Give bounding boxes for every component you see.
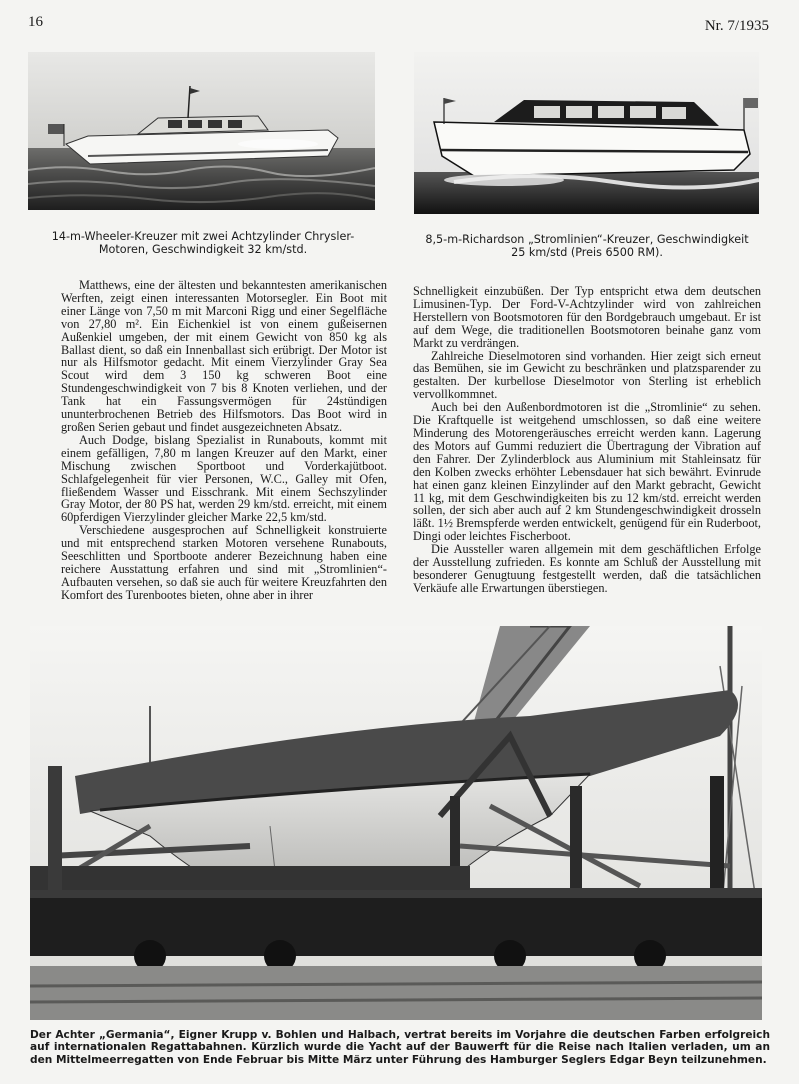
paragraph: Matthews, eine der ältesten und bekanntesten amerikanischen Werften, zeigt einen interessanten Motorsegler. Ein Boot mit einer Länge von 7,50 m mit Marconi Rigg und einer Segelfläche von 27,80 m². Ein Eichenkiel ist von einem gußeisernen Außenkiel umgeben, der mit einem Gewicht von 850 kg als Ballast dient, so daß ein Innenballast sich erübrigt. Der Motor ist nur als Hilfsmotor gedacht. Mit einem Vierzylinder Gray Sea Scout wird dem 3 150 kg schweren Boot eine Stundengeschwindigkeit von 7 bis 8 Knoten verliehen, und der Tank hat ein Fassungsvermögen für 24stündigen ununterbrochenen Betrieb des Hilfsmotors. Das Boot wird in großen Serien gebaut und findet ausgezeichneten Absatz.	[61, 278, 387, 434]
paragraph: Die Aussteller waren allgemein mit dem geschäftlichen Erfolge der Ausstellung zufrieden. Es konnte am Schluß der Ausstellung mit besonderer Genugtuung festgestellt werden, daß die tatsächlichen Verkäufe alle Erwartungen überstiegen.	[413, 542, 761, 595]
paragraph: Verschiedene ausgesprochen auf Schnelligkeit konstruierte und mit entsprechend starken Motoren versehene Runabouts, Seeschlitten und Sportboote anderer Bezeichnung haben eine reichere Ausstattung erfahren und sind mit „Stromlinien“-Aufbauten versehen, so daß sie auch für weitere Kreuzfahrten den Komfort des Turenbootes bieten, ohne aber in ihrer	[61, 523, 387, 602]
paragraph: Auch bei den Außenbordmotoren ist die „Stromlinie“ zu sehen. Die Kraftquelle ist weitgehend umschlossen, so daß eine weitere Minderung des Motorengeräusches erreicht werden kann. Lagerung des Motors auf Gummi reduziert die Übertragung der Vibration auf den Fahrer. Der Zylinderblock aus Aluminium mit Stahleinsatz für den Kolben zwecks erhöhter Lebensdauer hat sich bewährt. Evinrude hat einen ganz kleinen Einzylinder auf den Markt gebracht, Gewicht 11 kg, mit dem Geschwindigkeiten bis zu 12 km/std. erreicht werden sollen, der sich aber auch auf 2 km Stundengeschwindigkeit drosseln läßt. 1½ Bremspferde werden entwickelt, genügend für ein Ruderboot, Dingi oder leichtes Fischerboot.	[413, 400, 761, 544]
photo-yacht-germania	[30, 626, 762, 1020]
article-right-column	[413, 285, 761, 595]
photo-streamline-cruiser	[414, 52, 759, 214]
page-number: 16	[28, 14, 43, 30]
article-left-column	[61, 279, 387, 602]
streamline-cruiser-photo-icon	[414, 52, 759, 214]
paragraph: Auch Dodge, bislang Spezialist in Runabouts, kommt mit einem gefälligen, 7,80 m langen Kreuzer auf den Markt, einer Mischung zwischen Sportboot und Vorderkajütboot. Schlafgelegenheit für vier Personen, W.C., Galley mit Ofen, fließendem Wasser und Eisschrank. Mit einem Sechszylinder Gray Motor, der 80 PS hat, werden 29 km/std. erreicht, mit einem 60pferdigen Vierzylinder gleicher Marke 22,5 km/std.	[61, 432, 387, 525]
caption-bottom: Der Achter „Germania“, Eigner Krupp v. Bohlen und Halbach, vertrat bereits im Vorjahre die deutschen Farben erfolgreich auf internationalen Regattabahnen. Kürzlich wurde die Yacht auf der Bauwerft für die Reise nach Italien verladen, um an den Mittelmeerregatten von Ende Februar bis Mitte März unter Führung des Hamburger Seglers Edgar Beyn teilzunehmen.	[30, 1029, 770, 1066]
caption-top-right-line1: 8,5-m-Richardson „Stromlinien“-Kreuzer, Geschwindigkeit	[425, 233, 749, 246]
paragraph: Schnelligkeit einzubüßen. Der Typ entspricht etwa dem deutschen Limusinen-Typ. Der Ford-V-Achtzylinder wird von zahlreichen Herstellern von Bootsmotoren für den Bordgebrauch umgebaut. Er ist auf dem Wege, die traditionellen Bootsmotoren beinahe ganz vom Markt zu verdrängen.	[413, 284, 761, 350]
paragraph: Zahlreiche Dieselmotoren sind vorhanden. Hier zeigt sich erneut das Bemühen, sie im Gewicht zu beschränken und platzsparender zu gestalten. Der kurbellose Dieselmotor von Sterling ist erheblich vervollkommnet.	[413, 348, 761, 402]
caption-top-right-line2: 25 km/std (Preis 6500 RM).	[511, 246, 663, 259]
caption-top-left: 14-m-Wheeler-Kreuzer mit zwei Achtzylinder Chrysler-Motoren, Geschwindigkeit 32 km/std.	[51, 230, 355, 256]
issue-number: Nr. 7/1935	[704, 18, 769, 34]
caption-top-right	[412, 233, 762, 259]
photo-motor-cruiser	[28, 52, 375, 210]
motor-cruiser-photo-icon	[28, 52, 375, 210]
sailing-yacht-on-railcar-photo-icon	[30, 626, 762, 1020]
